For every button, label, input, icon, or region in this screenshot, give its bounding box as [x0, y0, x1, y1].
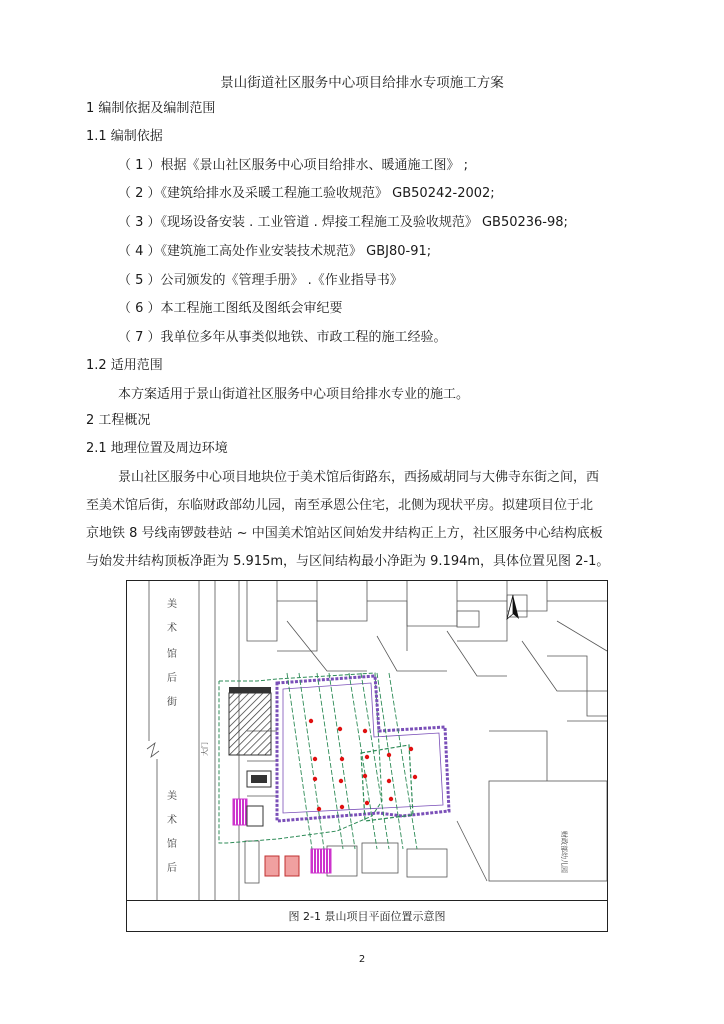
section-2-1-heading: 2.1 地理位置及周边环境	[86, 441, 228, 456]
magenta-block	[233, 799, 247, 825]
magenta-block	[265, 856, 279, 876]
street-label-2: 后	[167, 863, 177, 874]
scope-text: 本方案适用于景山街道社区服务中心项目给排水专业的施工。	[118, 387, 470, 402]
paragraph-line: 京地铁 8 号线南锣鼓巷站 ~ 中国美术馆站区间始发井结构正上方，社区服务中心结构底板	[86, 526, 603, 541]
page-number: 2	[358, 954, 366, 965]
street-label-2: 术	[167, 815, 177, 826]
street-label: 街	[167, 697, 177, 708]
street-label: 馆	[167, 649, 177, 660]
street-label: 后	[167, 673, 177, 684]
basis-item: （ 3 ）《现场设备安装 . 工业管道 . 焊接工程施工及验收规范》 GB50236-98;	[118, 215, 568, 230]
section-1-1-heading: 1.1 编制依据	[86, 129, 163, 144]
section-2-heading: 2 工程概况	[86, 413, 151, 428]
basis-item: （ 6 ）本工程施工图纸及图纸会审纪要	[118, 301, 343, 316]
break-mark	[147, 581, 159, 901]
existing-building	[229, 693, 271, 755]
basis-item: （ 5 ）公司颁发的《管理手册》 .《作业指导书》	[118, 273, 403, 288]
paragraph-line: 至美术馆后街，东临财政部幼儿园，南至承恩公住宅，北侧为现状平房。拟建项目位于北	[86, 498, 594, 513]
paragraph-line: 与始发井结构顶板净距为 5.915m，与区间结构最小净距为 9.194m，具体位置见图 2-1。	[86, 554, 610, 569]
basis-item: （ 7 ）我单位多年从事类似地铁、市政工程的施工经验。	[118, 330, 447, 345]
street-label-2: 馆	[167, 839, 177, 850]
red-points	[309, 719, 417, 811]
site-plan-figure	[126, 580, 608, 932]
subway-tunnel	[287, 673, 417, 849]
figure-caption: 图 2-1 景山项目平面位置示意图	[288, 910, 446, 923]
paragraph-line: 景山社区服务中心项目地块位于美术馆后街路东，西扬威胡同与大佛寺东街之间，西	[118, 470, 600, 485]
street-label-2: 美	[167, 791, 177, 802]
magenta-block	[311, 849, 331, 873]
north-arrow-icon	[507, 595, 519, 619]
entrance-label: 大门	[201, 742, 209, 756]
kindergarten-label: 财政部幼儿园	[560, 831, 568, 873]
section-1-2-heading: 1.2 适用范围	[86, 358, 163, 373]
site-plan-drawing	[127, 581, 607, 901]
basis-item: （ 2 ）《建筑给排水及采暖工程施工验收规范》 GB50242-2002;	[118, 186, 495, 201]
street-label: 美	[167, 599, 177, 610]
section-1-heading: 1 编制依据及编制范围	[86, 101, 216, 116]
document-title: 景山街道社区服务中心项目给排水专项施工方案	[220, 75, 504, 91]
magenta-block	[247, 806, 263, 826]
basis-item: （ 4 ）《建筑施工高处作业安装技术规范》 GBJ80-91;	[118, 244, 432, 259]
caption-band	[127, 900, 607, 931]
basis-item: （ 1 ）根据《景山社区服务中心项目给排水、暖通施工图》 ;	[118, 158, 469, 173]
street-label: 术	[167, 623, 177, 634]
magenta-block	[285, 856, 299, 876]
